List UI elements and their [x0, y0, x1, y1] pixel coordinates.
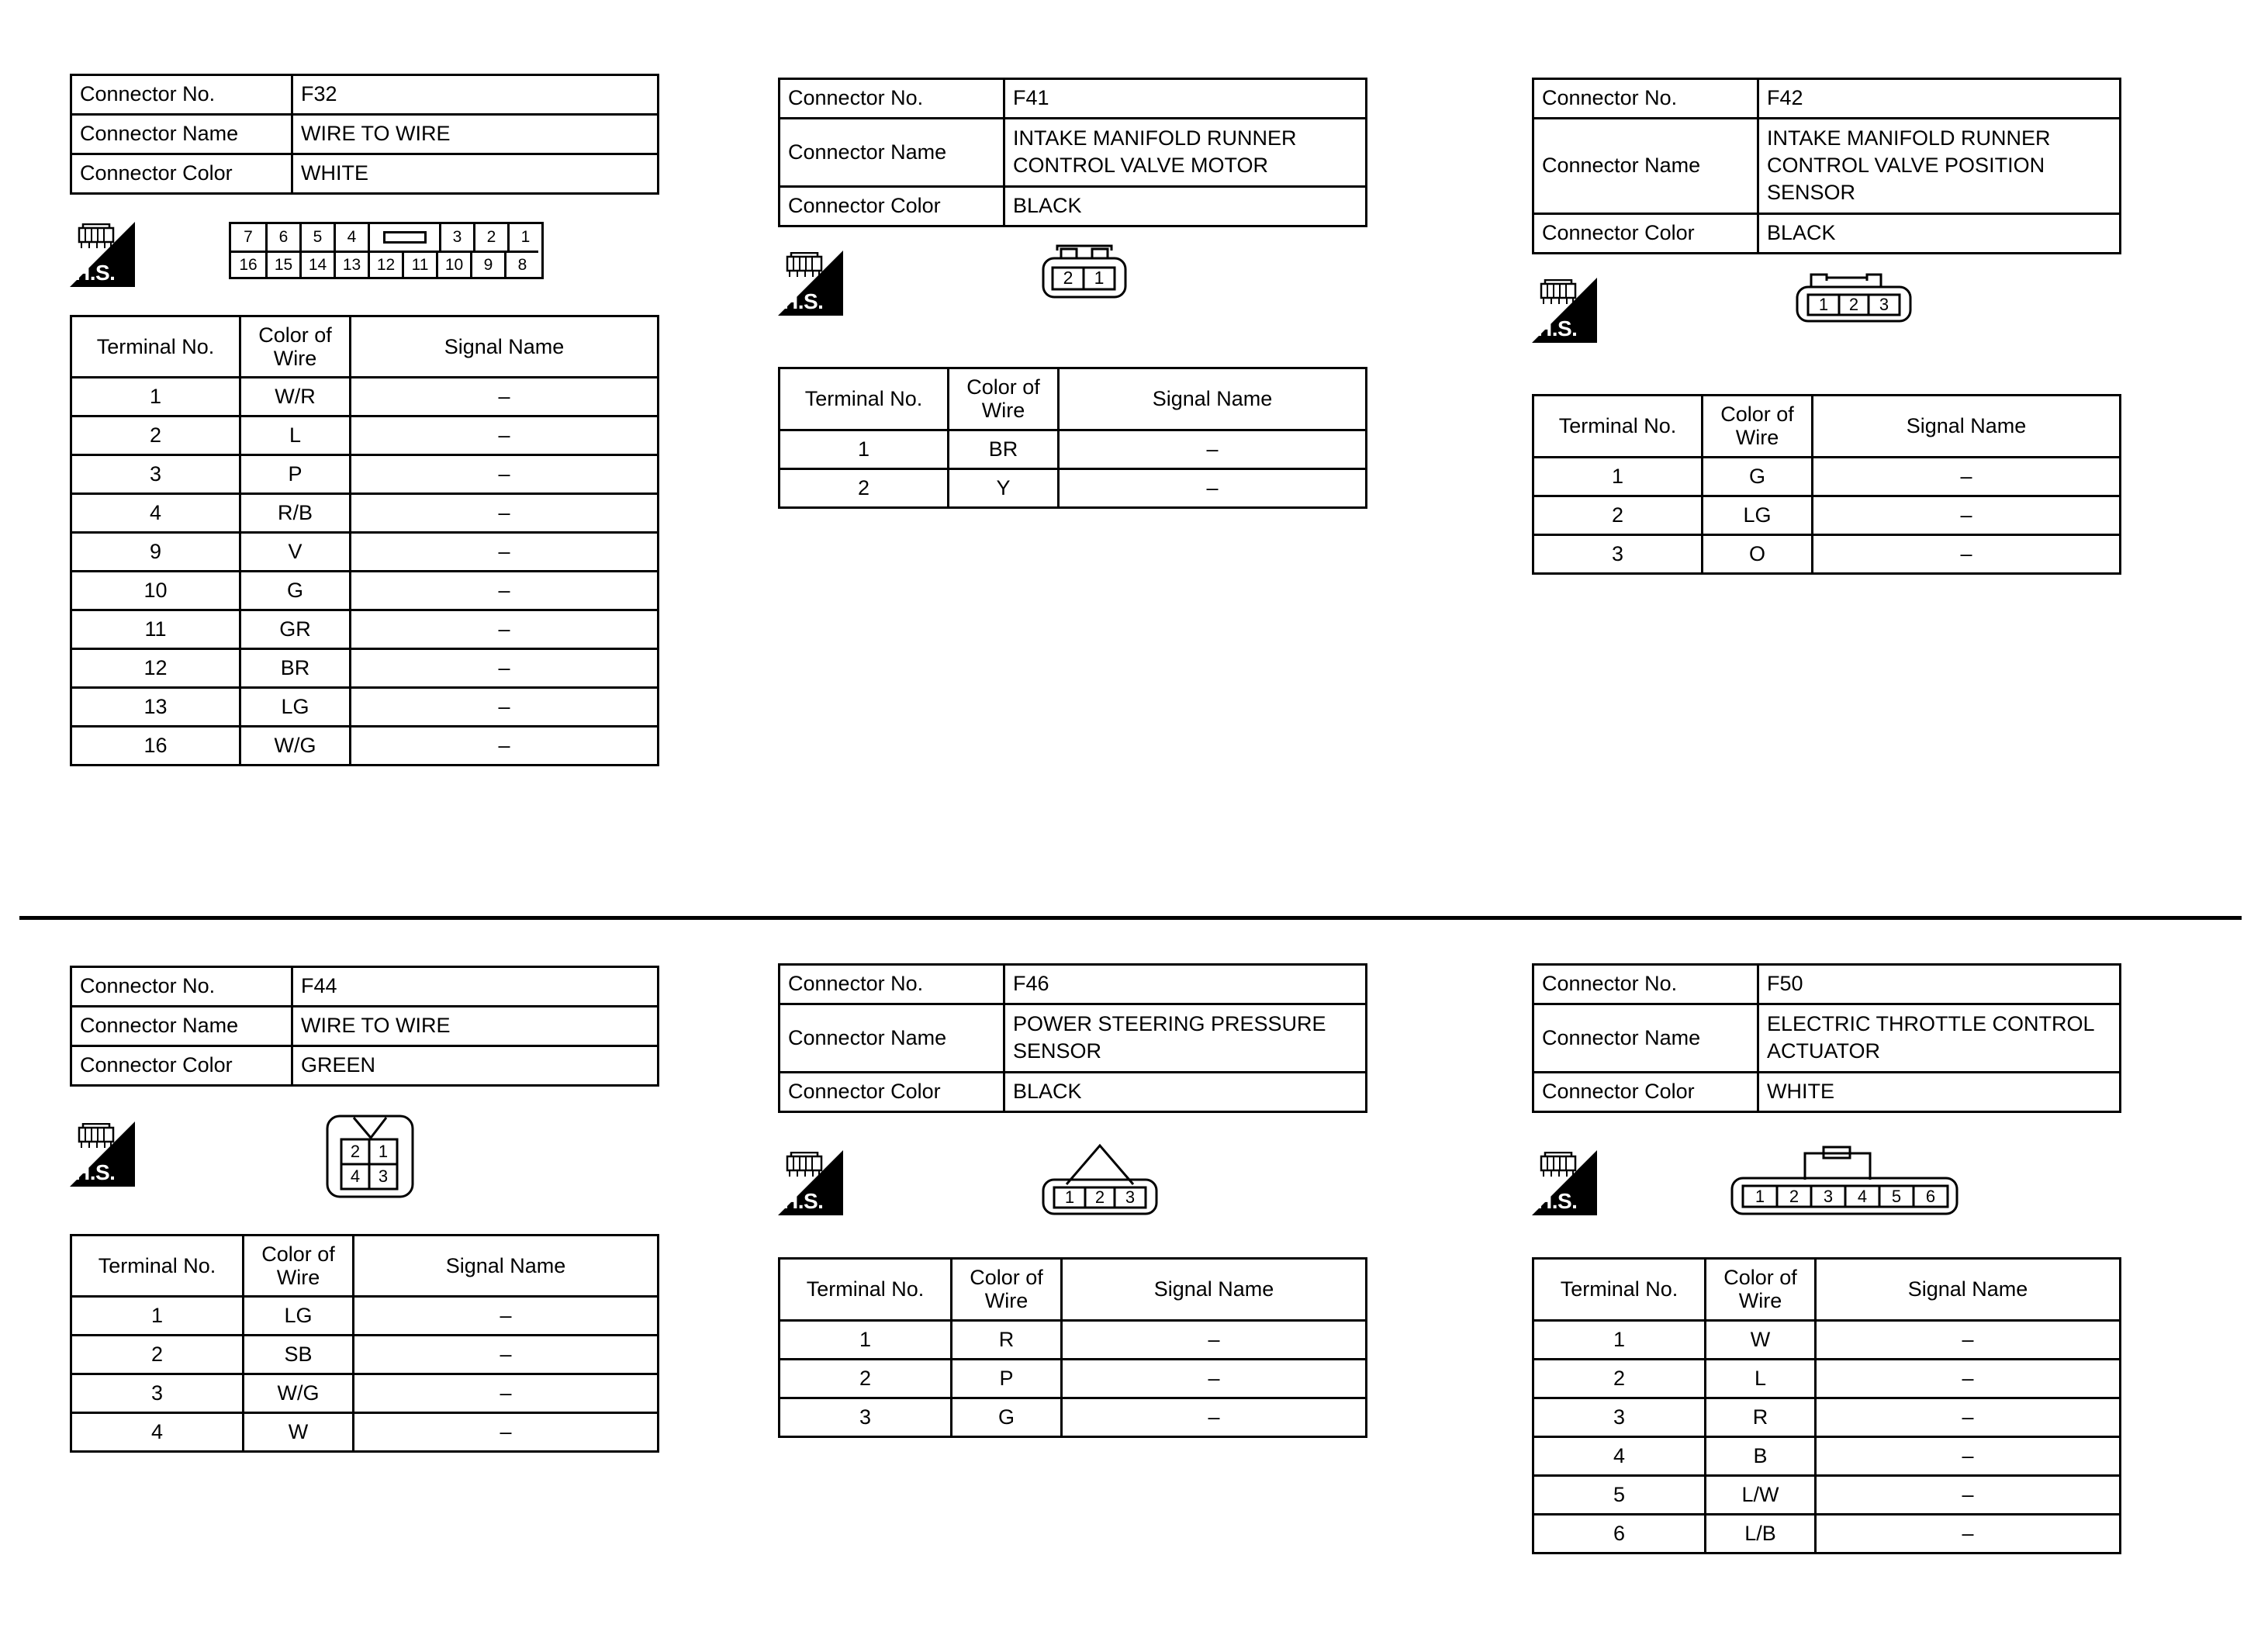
table-row — [1533, 496, 2121, 534]
keyway-shape — [383, 231, 427, 244]
pin-row — [231, 224, 541, 251]
cell-signal-name: – — [351, 688, 659, 727]
cell-signal-name: – — [354, 1374, 659, 1413]
header-color-of-wire — [1706, 1259, 1816, 1320]
cell-wire-color: V — [240, 533, 351, 572]
table-row — [1533, 965, 2121, 1004]
hs-label: H.S. — [74, 1160, 116, 1184]
connector-tool-icon — [785, 1152, 824, 1180]
hs-label: H.S. — [1537, 316, 1578, 341]
label-connector-color: Connector Color — [780, 1073, 1004, 1112]
cell-terminal-no: 2 — [1533, 496, 1703, 534]
table-header-row — [780, 1259, 1367, 1320]
label-connector-no: Connector No. — [780, 965, 1004, 1004]
cell-terminal-no: 2 — [71, 1336, 244, 1374]
label-connector-color: Connector Color — [1533, 1073, 1758, 1112]
cell-signal-name: – — [1816, 1398, 2121, 1436]
header-color-line1: Color of — [261, 1242, 335, 1266]
svg-text:5: 5 — [1891, 1187, 1902, 1207]
table-row — [1533, 1398, 2121, 1436]
cell-terminal-no: 13 — [71, 688, 240, 727]
svg-text:1: 1 — [1094, 268, 1105, 289]
label-connector-no: Connector No. — [71, 967, 292, 1007]
terminal-table — [1532, 1257, 2121, 1554]
connector-header-table — [70, 966, 659, 1087]
cell-signal-name: – — [354, 1336, 659, 1374]
cell-signal-name: – — [351, 727, 659, 766]
svg-text:3: 3 — [1879, 295, 1889, 315]
table-row — [71, 1374, 659, 1413]
table-row — [71, 610, 659, 649]
header-signal-name: Signal Name — [1813, 396, 2121, 457]
cell-signal-name: – — [354, 1297, 659, 1336]
table-row — [780, 1004, 1367, 1072]
cell-terminal-no: 4 — [71, 494, 240, 533]
header-terminal-no: Terminal No. — [71, 1235, 244, 1296]
header-color-of-wire — [949, 368, 1059, 430]
table-row — [71, 494, 659, 533]
pin-14: 14 — [299, 251, 334, 277]
header-terminal-no: Terminal No. — [71, 316, 240, 377]
cell-wire-color: W/R — [240, 378, 351, 416]
pin-10: 10 — [436, 251, 470, 277]
cell-signal-name: – — [351, 649, 659, 688]
header-color-line2: Wire — [276, 1266, 320, 1290]
cell-wire-color: R — [952, 1320, 1062, 1359]
svg-text:1: 1 — [378, 1141, 389, 1161]
header-signal-name: Signal Name — [354, 1235, 659, 1296]
svg-text:1: 1 — [1755, 1187, 1765, 1207]
cell-signal-name: – — [1816, 1514, 2121, 1553]
cell-wire-color: P — [952, 1359, 1062, 1398]
cell-wire-color: G — [952, 1398, 1062, 1436]
label-connector-color: Connector Color — [780, 187, 1004, 226]
cell-signal-name: – — [351, 572, 659, 610]
value-connector-name: WIRE TO WIRE — [292, 1006, 659, 1045]
cell-signal-name: – — [1062, 1398, 1367, 1436]
cell-wire-color: W/G — [240, 727, 351, 766]
cell-wire-color: L/W — [1706, 1475, 1816, 1514]
hs-icon — [778, 1150, 843, 1215]
header-color-line1: Color of — [258, 323, 332, 347]
cell-wire-color: W/G — [244, 1374, 354, 1413]
connector-tool-icon — [77, 1123, 116, 1151]
connector-block-f42 — [1532, 78, 2121, 575]
cell-signal-name: – — [1813, 496, 2121, 534]
table-row — [1533, 118, 2121, 213]
pin-11: 11 — [402, 251, 436, 277]
cell-signal-name: – — [1816, 1436, 2121, 1475]
cell-terminal-no: 1 — [1533, 457, 1703, 496]
svg-text:1: 1 — [1818, 295, 1829, 315]
cell-signal-name: – — [351, 533, 659, 572]
value-connector-name: INTAKE MANIFOLD RUNNER CONTROL VALVE MOTOR — [1004, 118, 1367, 186]
hs-label: H.S. — [1537, 1189, 1578, 1214]
connector-tool-icon — [77, 223, 116, 251]
label-connector-name: Connector Name — [780, 1004, 1004, 1072]
cell-terminal-no: 2 — [780, 1359, 952, 1398]
table-row — [780, 965, 1367, 1004]
cell-wire-color: L — [1706, 1359, 1816, 1398]
table-row — [780, 468, 1367, 507]
header-color-line2: Wire — [1738, 1289, 1782, 1313]
value-connector-color: BLACK — [1004, 187, 1367, 226]
cell-signal-name: – — [351, 455, 659, 494]
header-signal-name: Signal Name — [1816, 1259, 2121, 1320]
connector-tool-icon — [785, 252, 824, 280]
value-connector-name: POWER STEERING PRESSURE SENSOR — [1004, 1004, 1367, 1072]
cell-signal-name: – — [351, 416, 659, 455]
value-connector-color: GREEN — [292, 1045, 659, 1085]
cell-signal-name: – — [1813, 534, 2121, 573]
section-divider — [19, 916, 2242, 920]
cell-terminal-no: 1 — [71, 378, 240, 416]
pin-row — [231, 251, 541, 277]
table-row — [780, 187, 1367, 226]
label-connector-no: Connector No. — [71, 75, 292, 115]
header-color-line2: Wire — [984, 1289, 1029, 1313]
connector-block-f32 — [70, 74, 659, 766]
value-connector-no: F42 — [1758, 79, 2121, 119]
value-connector-no: F41 — [1004, 79, 1367, 119]
cell-wire-color: B — [1706, 1436, 1816, 1475]
table-row — [71, 114, 659, 154]
cell-terminal-no: 3 — [1533, 534, 1703, 573]
table-row — [780, 1398, 1367, 1436]
cell-signal-name: – — [1816, 1320, 2121, 1359]
cell-wire-color: LG — [1703, 496, 1813, 534]
label-connector-name: Connector Name — [780, 118, 1004, 186]
cell-wire-color: W — [244, 1413, 354, 1452]
cell-terminal-no: 6 — [1533, 1514, 1706, 1553]
cell-signal-name: – — [1062, 1320, 1367, 1359]
pin-13: 13 — [334, 251, 368, 277]
header-terminal-no: Terminal No. — [1533, 396, 1703, 457]
cell-signal-name: – — [351, 378, 659, 416]
pin-6: 6 — [265, 224, 299, 251]
value-connector-no: F32 — [292, 75, 659, 115]
cell-terminal-no: 1 — [780, 430, 949, 468]
pin-grid — [229, 222, 544, 279]
table-row — [1533, 1514, 2121, 1553]
header-color-line1: Color of — [970, 1266, 1043, 1290]
svg-text:3: 3 — [378, 1166, 389, 1186]
cell-terminal-no: 11 — [71, 610, 240, 649]
cell-wire-color: W — [1706, 1320, 1816, 1359]
svg-text:2: 2 — [350, 1141, 361, 1161]
cell-signal-name: – — [354, 1413, 659, 1452]
svg-text:6: 6 — [1925, 1187, 1936, 1207]
connector-block-f46 — [778, 963, 1367, 1438]
header-signal-name: Signal Name — [1059, 368, 1367, 430]
table-row — [780, 430, 1367, 468]
pin-4: 4 — [334, 224, 368, 251]
hs-icon — [70, 222, 135, 287]
connector-tool-icon — [1539, 1152, 1578, 1180]
table-row — [71, 455, 659, 494]
connector-tool-icon — [1539, 279, 1578, 307]
label-connector-no: Connector No. — [1533, 79, 1758, 119]
label-connector-no: Connector No. — [1533, 965, 1758, 1004]
svg-text:4: 4 — [1857, 1187, 1868, 1207]
header-color-of-wire — [952, 1259, 1062, 1320]
hs-icon — [1532, 278, 1597, 343]
pin-8: 8 — [504, 251, 538, 277]
pin-12: 12 — [368, 251, 402, 277]
table-row — [780, 1320, 1367, 1359]
cell-wire-color: BR — [949, 430, 1059, 468]
table-row — [1533, 1320, 2121, 1359]
table-row — [71, 533, 659, 572]
terminal-table — [778, 367, 1367, 508]
table-row — [71, 1297, 659, 1336]
label-connector-color: Connector Color — [71, 154, 292, 193]
cell-terminal-no: 16 — [71, 727, 240, 766]
cell-signal-name: – — [1059, 468, 1367, 507]
cell-signal-name: – — [1813, 457, 2121, 496]
table-row — [1533, 214, 2121, 254]
value-connector-name: INTAKE MANIFOLD RUNNER CONTROL VALVE POSITION SENSOR — [1758, 118, 2121, 213]
cell-wire-color: LG — [240, 688, 351, 727]
connector-pin-diagram — [1026, 243, 1143, 309]
table-row — [780, 118, 1367, 186]
header-terminal-no: Terminal No. — [1533, 1259, 1706, 1320]
cell-wire-color: GR — [240, 610, 351, 649]
label-connector-name: Connector Name — [71, 1006, 292, 1045]
cell-terminal-no: 3 — [780, 1398, 952, 1436]
table-header-row — [1533, 1259, 2121, 1320]
cell-terminal-no: 12 — [71, 649, 240, 688]
pin-5: 5 — [299, 224, 334, 251]
cell-wire-color: SB — [244, 1336, 354, 1374]
pin-2: 2 — [473, 224, 507, 251]
connector-header-table — [1532, 963, 2121, 1113]
connector-header-table — [70, 74, 659, 195]
label-connector-color: Connector Color — [1533, 214, 1758, 254]
svg-text:2: 2 — [1789, 1187, 1799, 1207]
cell-terminal-no: 9 — [71, 533, 240, 572]
header-terminal-no: Terminal No. — [780, 1259, 952, 1320]
header-color-of-wire — [240, 316, 351, 377]
hs-label: H.S. — [74, 260, 116, 285]
table-row — [71, 727, 659, 766]
value-connector-no: F46 — [1004, 965, 1367, 1004]
cell-wire-color: G — [240, 572, 351, 610]
table-row — [71, 1045, 659, 1085]
table-row — [1533, 1436, 2121, 1475]
pin-7: 7 — [244, 228, 253, 247]
connector-pin-diagram — [1718, 1136, 1974, 1225]
cell-wire-color: G — [1703, 457, 1813, 496]
header-color-of-wire — [1703, 396, 1813, 457]
cell-terminal-no: 2 — [1533, 1359, 1706, 1398]
connector-block-f44 — [70, 966, 659, 1453]
table-row — [1533, 1475, 2121, 1514]
label-connector-name: Connector Name — [1533, 118, 1758, 213]
connector-block-f50 — [1532, 963, 2121, 1554]
table-header-row — [780, 368, 1367, 430]
table-row — [1533, 1073, 2121, 1112]
svg-text:4: 4 — [350, 1166, 361, 1186]
pin-15: 15 — [265, 251, 299, 277]
cell-wire-color: L/B — [1706, 1514, 1816, 1553]
table-header-row — [71, 1235, 659, 1296]
table-row — [780, 79, 1367, 119]
header-color-line1: Color of — [966, 375, 1040, 399]
header-signal-name: Signal Name — [1062, 1259, 1367, 1320]
cell-signal-name: – — [351, 610, 659, 649]
connector-header-table — [778, 963, 1367, 1113]
pin-housing-3way — [1780, 270, 1927, 332]
connector-header-table — [1532, 78, 2121, 254]
table-row — [71, 1336, 659, 1374]
table-row — [71, 572, 659, 610]
value-connector-no: F50 — [1758, 965, 2121, 1004]
header-color-line2: Wire — [981, 399, 1025, 423]
table-row — [71, 154, 659, 193]
value-connector-name: ELECTRIC THROTTLE CONTROL ACTUATOR — [1758, 1004, 2121, 1072]
cell-wire-color: P — [240, 455, 351, 494]
hs-label: H.S. — [783, 289, 824, 314]
cell-terminal-no: 5 — [1533, 1475, 1706, 1514]
pin-housing-3way-triangle — [1026, 1136, 1174, 1222]
label-connector-no: Connector No. — [780, 79, 1004, 119]
cell-terminal-no: 1 — [780, 1320, 952, 1359]
value-connector-color: WHITE — [292, 154, 659, 193]
svg-text:2: 2 — [1848, 295, 1859, 315]
header-color-of-wire — [244, 1235, 354, 1296]
pin-3: 3 — [439, 224, 473, 251]
table-row — [1533, 1004, 2121, 1072]
value-connector-no: F44 — [292, 967, 659, 1007]
table-row — [1533, 1359, 2121, 1398]
cell-terminal-no: 2 — [780, 468, 949, 507]
cell-wire-color: R/B — [240, 494, 351, 533]
cell-wire-color: Y — [949, 468, 1059, 507]
table-header-row — [71, 316, 659, 377]
connector-block-f41 — [778, 78, 1367, 509]
svg-text:1: 1 — [1064, 1187, 1075, 1208]
cell-terminal-no: 4 — [1533, 1436, 1706, 1475]
terminal-table — [70, 1234, 659, 1453]
svg-text:3: 3 — [1125, 1187, 1136, 1208]
header-terminal-no: Terminal No. — [780, 368, 949, 430]
cell-signal-name: – — [1062, 1359, 1367, 1398]
header-signal-name: Signal Name — [351, 316, 659, 377]
cell-terminal-no: 1 — [1533, 1320, 1706, 1359]
table-row — [71, 967, 659, 1007]
value-connector-color: BLACK — [1004, 1073, 1367, 1112]
table-row — [780, 1073, 1367, 1112]
header-color-line2: Wire — [1735, 426, 1779, 450]
header-color-line1: Color of — [1723, 1266, 1797, 1290]
hs-icon — [1532, 1150, 1597, 1215]
table-row — [71, 688, 659, 727]
table-row — [780, 1359, 1367, 1398]
svg-text:3: 3 — [1823, 1187, 1834, 1207]
connector-header-table — [778, 78, 1367, 227]
cell-terminal-no: 1 — [71, 1297, 244, 1336]
hs-icon — [778, 251, 843, 316]
value-connector-color: BLACK — [1758, 214, 2121, 254]
table-row — [1533, 457, 2121, 496]
svg-text:2: 2 — [1063, 268, 1073, 289]
cell-wire-color: LG — [244, 1297, 354, 1336]
table-row — [71, 75, 659, 115]
pin-16: 16 — [231, 251, 265, 277]
cell-wire-color: BR — [240, 649, 351, 688]
header-color-line2: Wire — [273, 347, 317, 371]
cell-signal-name: – — [1816, 1475, 2121, 1514]
pin-housing-6way — [1718, 1136, 1974, 1222]
connector-pin-diagram — [1780, 270, 1927, 336]
svg-text:2: 2 — [1094, 1187, 1105, 1208]
table-row — [71, 378, 659, 416]
table-header-row — [1533, 396, 2121, 457]
cell-terminal-no: 10 — [71, 572, 240, 610]
hs-icon — [70, 1121, 135, 1187]
pin-housing-4way — [310, 1102, 434, 1207]
hs-label: H.S. — [783, 1189, 824, 1214]
connector-pin-diagram — [229, 222, 544, 279]
label-connector-color: Connector Color — [71, 1045, 292, 1085]
terminal-table — [1532, 394, 2121, 574]
pin-housing-2way — [1026, 243, 1143, 305]
connector-pin-diagram — [310, 1102, 434, 1211]
cell-signal-name: – — [1059, 430, 1367, 468]
cell-signal-name: – — [1816, 1359, 2121, 1398]
table-row — [71, 416, 659, 455]
pin-9: 9 — [470, 251, 504, 277]
cell-terminal-no: 3 — [71, 455, 240, 494]
table-row — [71, 1413, 659, 1452]
table-row — [71, 649, 659, 688]
value-connector-color: WHITE — [1758, 1073, 2121, 1112]
cell-wire-color: L — [240, 416, 351, 455]
label-connector-name: Connector Name — [1533, 1004, 1758, 1072]
cell-wire-color: R — [1706, 1398, 1816, 1436]
table-row — [71, 1006, 659, 1045]
cell-terminal-no: 3 — [71, 1374, 244, 1413]
cell-wire-color: O — [1703, 534, 1813, 573]
cell-signal-name: – — [351, 494, 659, 533]
connector-pin-diagram — [1026, 1136, 1174, 1225]
pin-1: 1 — [507, 224, 541, 251]
value-connector-name: WIRE TO WIRE — [292, 114, 659, 154]
cell-terminal-no: 3 — [1533, 1398, 1706, 1436]
pin-blank-slot — [368, 224, 439, 251]
label-connector-name: Connector Name — [71, 114, 292, 154]
table-row — [1533, 79, 2121, 119]
cell-terminal-no: 4 — [71, 1413, 244, 1452]
header-color-line1: Color of — [1720, 403, 1794, 427]
terminal-table — [70, 315, 659, 766]
cell-terminal-no: 2 — [71, 416, 240, 455]
terminal-table — [778, 1257, 1367, 1437]
table-row — [1533, 534, 2121, 573]
